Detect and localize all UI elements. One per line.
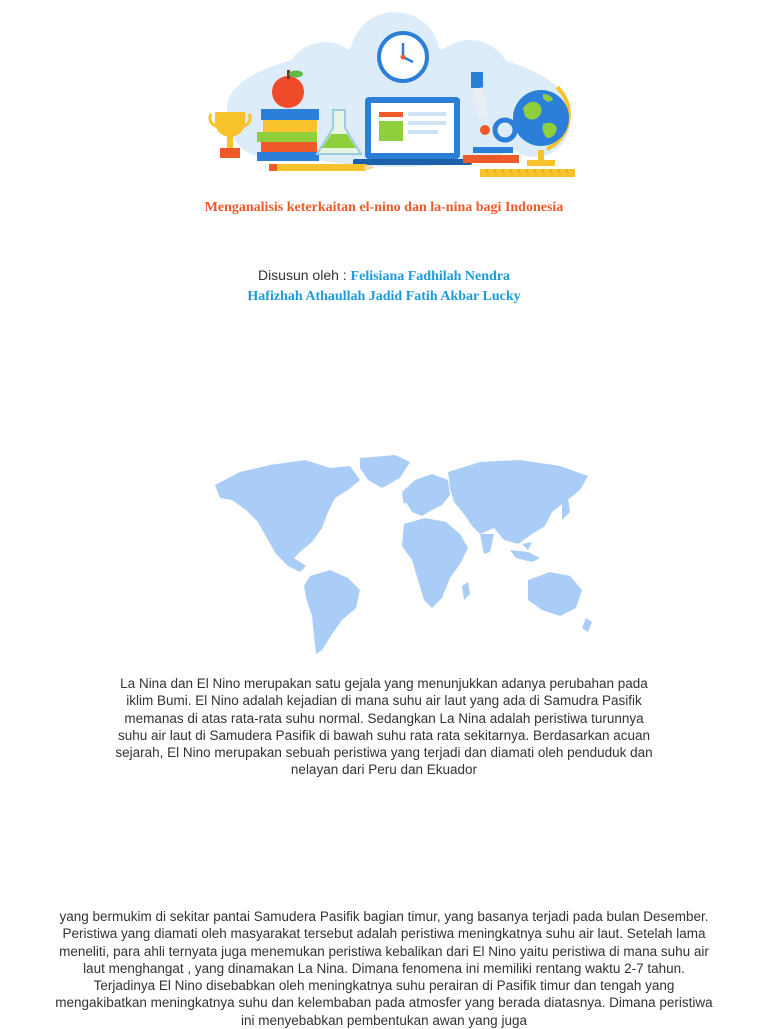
authors-label: Disusun oleh : xyxy=(257,267,351,283)
education-illustration xyxy=(205,12,590,182)
south-america-shape xyxy=(304,570,360,654)
indonesia-shape xyxy=(510,550,540,562)
ruler-icon xyxy=(480,169,575,177)
pencil-icon xyxy=(269,164,375,171)
north-america-shape xyxy=(215,460,360,572)
africa-shape xyxy=(402,518,468,608)
laptop-icon xyxy=(353,97,472,165)
clock-icon xyxy=(379,33,427,81)
world-map-illustration xyxy=(210,450,595,660)
paragraph-1: La Nina dan El Nino merupakan satu gejala yang menunjukkan adanya perubahan pada iklim Bumi. El Nino adalah kejadian di mana suhu air laut yang ada di Samudra Pasifik memanas di atas rata-rata suhu normal. Sedangkan La Nina adalah peristiwa turunnya suhu air laut di Samudera Pasifik di bawah suhu rata rata sekitarnya. Berdasarkan acuan sejarah, El Nino merupakan sebuah peristiwa yang terjadi dan diamati oleh penduduk dan nelayan dari Peru dan Ekuador xyxy=(115,676,653,778)
paragraph-2: yang bermukim di sekitar pantai Samudera Pasifik bagian timur, yang basanya terjadi pada bulan Desember. Peristiwa yang diamati oleh masyarakat tersebut adalah peristiwa meningkatnya suhu air laut. Setelah lama meneliti, para ahli ternyata juga menemukan peristiwa kebalikan dari El Nino yaitu peristiwa di mana suhu air laut menghangat , yang dinamakan La Nina. Dimana fenomena ini memiliki rentang waktu 2-7 tahun. Terjadinya El Nino disebabkan oleh meningkatnya suhu perairan di Pasifik timur dan tengah yang mengakibatkan meningkatnya suhu dan kelembaban pada atmosfer yang berada diatasnya. Dimana peristiwa ini menyebabkan pembentukan awan yang juga xyxy=(55,909,713,1028)
europe-shape xyxy=(402,474,450,516)
document-title: Menganalisis keterkaitan el-nino dan la-nina bagi Indonesia xyxy=(204,200,564,215)
australia-shape xyxy=(528,572,582,616)
author-block xyxy=(200,266,568,306)
greenland-shape xyxy=(360,455,410,488)
books-icon xyxy=(257,109,319,161)
author-line-2: Hafizhah Athaullah Jadid Fatih Akbar Lucky xyxy=(247,289,521,304)
author-line-1: Felisiana Fadhilah Nendra xyxy=(350,269,511,284)
